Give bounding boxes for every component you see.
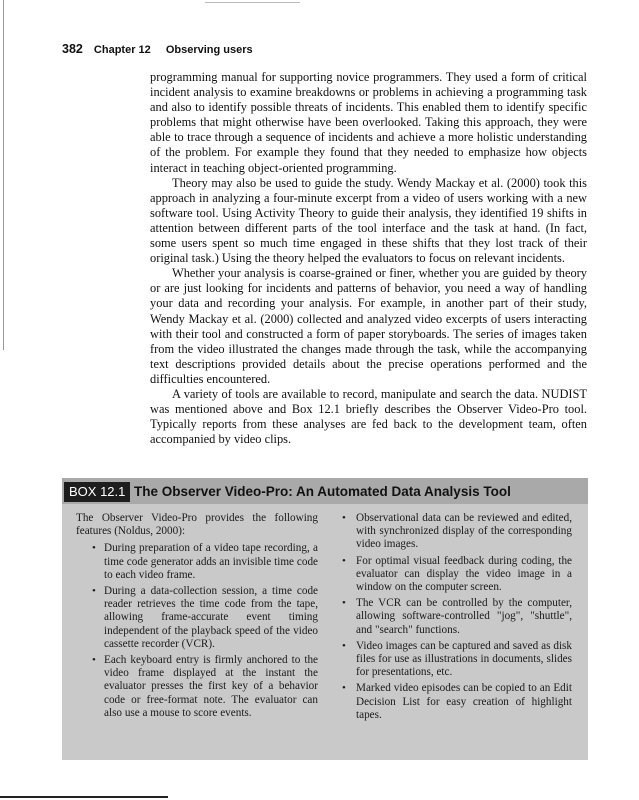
box-intro: The Observer Video-Pro provides the following features (Noldus, 2000): <box>76 512 318 538</box>
bullet-icon: • <box>92 585 96 598</box>
body-paragraph: A variety of tools are available to record, manipulate and search the data. NUDIST was mentioned above and Box 12.1 briefly describes the Observer Video-Pro tool. Typically reports from these analyses are fed back to the development team, often accompanied by video clips. <box>150 386 587 447</box>
list-item: • The VCR can be controlled by the computer, allowing software-controlled "jog", "shuttle", and "search" functions. <box>342 597 572 636</box>
list-item: • Observational data can be reviewed and edited, with synchronized display of the corresponding video images. <box>342 512 572 551</box>
page-number: 382 <box>62 42 83 56</box>
bottom-rule <box>0 796 168 798</box>
box-label: BOX 12.1 <box>64 482 130 502</box>
box-feature-list <box>76 542 318 720</box>
bullet-icon: • <box>92 654 96 667</box>
section-title: Observing users <box>165 44 253 56</box>
box-title: The Observer Video-Pro: An Automated Data Analysis Tool <box>134 484 511 499</box>
box-title-bar <box>62 478 588 504</box>
top-rule <box>205 2 300 3</box>
bullet-icon: • <box>342 682 346 695</box>
list-item: • Each keyboard entry is firmly anchored to the video frame displayed at the instant the evaluator presses the first key of a behavior code or free-format note. The evaluator can also use a mouse to score events. <box>92 654 318 719</box>
left-margin-line <box>3 0 4 350</box>
bullet-icon: • <box>342 554 346 567</box>
list-item: • During preparation of a video tape recording, a time code generator adds an invisible time code to each video frame. <box>92 542 318 581</box>
bullet-icon: • <box>92 542 96 555</box>
list-item: • Video images can be captured and saved as disk files for use as illustrations in documents, slides for presentations, etc. <box>342 639 572 679</box>
list-item: • For optimal visual feedback during coding, the evaluator can display the video image in a window on the computer screen. <box>342 554 572 594</box>
sidebar-box <box>62 478 588 760</box>
box-left-column <box>76 512 318 723</box>
body-text <box>150 70 587 447</box>
chapter-label: Chapter 12 <box>93 44 151 56</box>
body-paragraph: Theory may also be used to guide the study. Wendy Mackay et al. (2000) took this approach in analyzing a four-minute excerpt from a video of users working with a new software tool. Using Activity Theory to guide their analysis, they identified 19 shifts in attention between different parts of the tool interface and the task at hand. (In fact, some users spent so much time engaged in these shifts that they lost track of their original task.) Using the theory helped the evaluators to focus on relevant incidents. <box>150 175 587 266</box>
body-paragraph: Whether your analysis is coarse-grained or finer, whether you are guided by theory or are just looking for incidents and patterns of behavior, you need a way of handling your data and recording your analysis. For example, in another part of their study, Wendy Mackay et al. (2000) collected and analyzed video excerpts of users interacting with their tool and constructed a form of paper storyboards. The series of images taken from the video illustrated the changes made through the task, while the accompanying text descriptions provided details about the precise operations performed and the difficulties encountered. <box>150 266 587 386</box>
list-item: • Marked video episodes can be copied to an Edit Decision List for easy creation of highlight tapes. <box>342 682 572 721</box>
box-feature-list <box>340 512 572 722</box>
body-paragraph: programming manual for supporting novice programmers. They used a form of critical incident analysis to examine breakdowns or problems in achieving a programming task and also to identify possible threats of incidents. This enabled them to identify specific problems that might otherwise have been overlooked. Taking this approach, they were able to trace through a sequence of incidents and achieve a more holistic understanding of the problem. For example they found that they needed to emphasize how objects interact in teaching object-oriented programming. <box>150 70 587 175</box>
bullet-icon: • <box>342 639 346 652</box>
box-right-column <box>340 512 572 725</box>
bullet-icon: • <box>342 512 346 524</box>
bullet-icon: • <box>342 597 346 610</box>
running-header <box>62 42 253 56</box>
list-item: • During a data-collection session, a time code reader retrieves the time code from the tape, allowing frame-accurate event timing independent of the playback speed of the video cassette recorder (VCR). <box>92 585 318 650</box>
